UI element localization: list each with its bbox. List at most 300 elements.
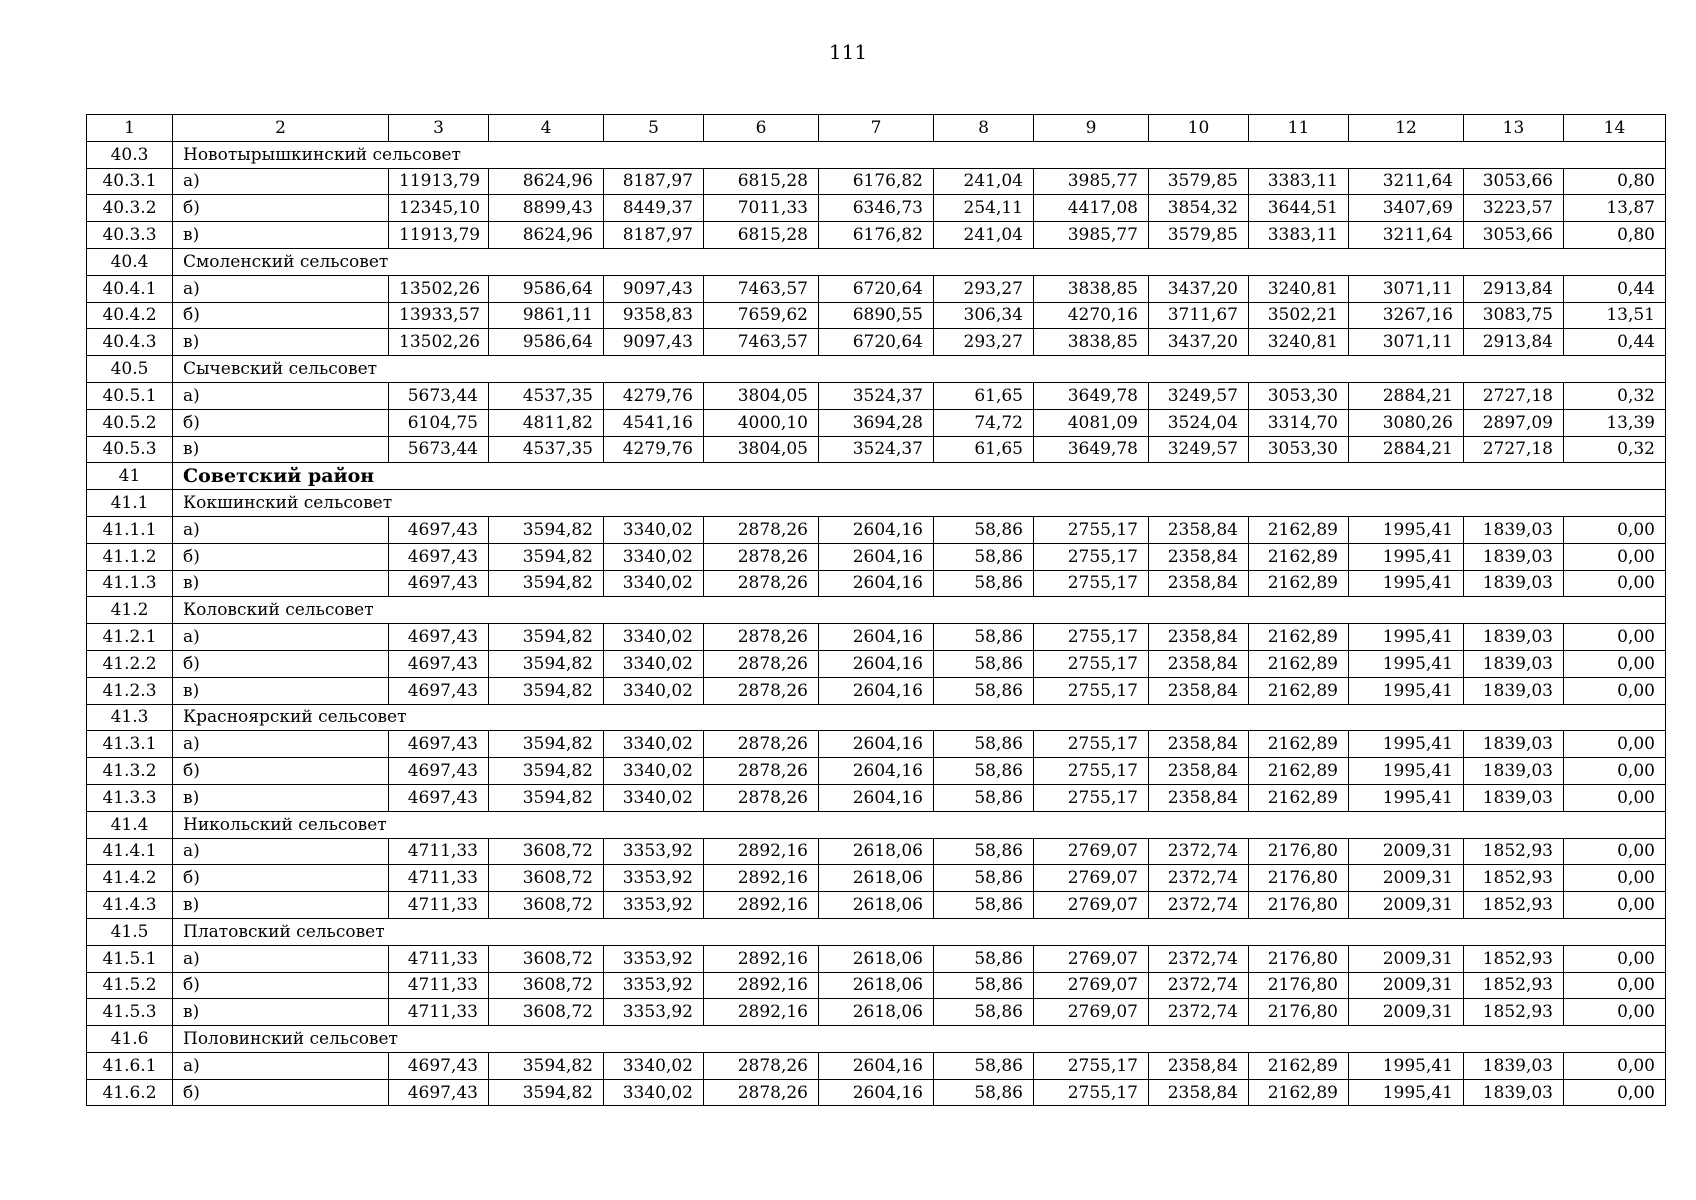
table-row (87, 436, 1666, 463)
column-header: 4 (489, 115, 604, 142)
section-row (87, 248, 1666, 275)
row-code: 41.5.2 (87, 972, 173, 999)
value-cell: 2358,84 (1149, 543, 1249, 570)
section-row (87, 141, 1666, 168)
value-cell: 3594,82 (489, 516, 604, 543)
value-cell: 3314,70 (1249, 409, 1349, 436)
value-cell: 3594,82 (489, 1079, 604, 1106)
value-cell: 2878,26 (704, 758, 819, 785)
value-cell: 4711,33 (389, 865, 489, 892)
value-cell: 1995,41 (1349, 1079, 1464, 1106)
value-cell: 2892,16 (704, 972, 819, 999)
value-cell: 6346,73 (819, 195, 934, 222)
value-cell: 3649,78 (1034, 436, 1149, 463)
value-cell: 2162,89 (1249, 1079, 1349, 1106)
value-cell: 2878,26 (704, 570, 819, 597)
value-cell: 2755,17 (1034, 543, 1149, 570)
value-cell: 3594,82 (489, 624, 604, 651)
table-row (87, 222, 1666, 249)
value-cell: 2755,17 (1034, 784, 1149, 811)
value-cell: 2878,26 (704, 543, 819, 570)
value-cell: 3080,26 (1349, 409, 1464, 436)
section-name: Новотырышкинский сельсовет (173, 141, 1666, 168)
value-cell: 3340,02 (604, 784, 704, 811)
value-cell: 4270,16 (1034, 302, 1149, 329)
value-cell: 2884,21 (1349, 436, 1464, 463)
table-row (87, 865, 1666, 892)
value-cell: 2162,89 (1249, 516, 1349, 543)
value-cell: 2913,84 (1464, 275, 1564, 302)
row-label: б) (173, 409, 389, 436)
row-label: б) (173, 972, 389, 999)
value-cell: 2878,26 (704, 784, 819, 811)
value-cell: 4537,35 (489, 436, 604, 463)
row-code: 41.1.3 (87, 570, 173, 597)
value-cell: 58,86 (934, 570, 1034, 597)
value-cell: 2176,80 (1249, 892, 1349, 919)
value-cell: 4711,33 (389, 838, 489, 865)
section-code: 40.5 (87, 356, 173, 383)
value-cell: 2769,07 (1034, 865, 1149, 892)
row-label: в) (173, 784, 389, 811)
value-cell: 1839,03 (1464, 650, 1564, 677)
value-cell: 3524,04 (1149, 409, 1249, 436)
value-cell: 2878,26 (704, 677, 819, 704)
value-cell: 3053,66 (1464, 168, 1564, 195)
row-code: 40.5.2 (87, 409, 173, 436)
value-cell: 2618,06 (819, 999, 934, 1026)
value-cell: 1852,93 (1464, 945, 1564, 972)
value-cell: 2755,17 (1034, 1079, 1149, 1106)
value-cell: 2892,16 (704, 945, 819, 972)
value-cell: 2009,31 (1349, 892, 1464, 919)
row-label: в) (173, 999, 389, 1026)
value-cell: 3340,02 (604, 624, 704, 651)
value-cell: 2604,16 (819, 677, 934, 704)
value-cell: 4417,08 (1034, 195, 1149, 222)
value-cell: 241,04 (934, 222, 1034, 249)
value-cell: 0,00 (1564, 945, 1666, 972)
table-row (87, 731, 1666, 758)
column-header: 8 (934, 115, 1034, 142)
value-cell: 0,00 (1564, 784, 1666, 811)
value-cell: 3353,92 (604, 945, 704, 972)
value-cell: 3594,82 (489, 677, 604, 704)
value-cell: 0,00 (1564, 650, 1666, 677)
value-cell: 1995,41 (1349, 570, 1464, 597)
table-row (87, 999, 1666, 1026)
value-cell: 2176,80 (1249, 865, 1349, 892)
value-cell: 3249,57 (1149, 382, 1249, 409)
value-cell: 1995,41 (1349, 650, 1464, 677)
value-cell: 12345,10 (389, 195, 489, 222)
value-cell: 2604,16 (819, 758, 934, 785)
value-cell: 6720,64 (819, 275, 934, 302)
row-code: 41.3.1 (87, 731, 173, 758)
value-cell: 4711,33 (389, 945, 489, 972)
value-cell: 13,87 (1564, 195, 1666, 222)
value-cell: 9586,64 (489, 329, 604, 356)
value-cell: 1839,03 (1464, 516, 1564, 543)
value-cell: 2372,74 (1149, 999, 1249, 1026)
value-cell: 0,80 (1564, 222, 1666, 249)
row-code: 41.4.3 (87, 892, 173, 919)
section-row (87, 811, 1666, 838)
row-code: 40.4.2 (87, 302, 173, 329)
value-cell: 4697,43 (389, 624, 489, 651)
value-cell: 3249,57 (1149, 436, 1249, 463)
row-label: а) (173, 516, 389, 543)
value-cell: 2755,17 (1034, 516, 1149, 543)
value-cell: 1852,93 (1464, 865, 1564, 892)
value-cell: 2176,80 (1249, 945, 1349, 972)
row-code: 41.4.2 (87, 865, 173, 892)
row-label: а) (173, 382, 389, 409)
value-cell: 0,00 (1564, 892, 1666, 919)
value-cell: 0,00 (1564, 758, 1666, 785)
section-code: 41.3 (87, 704, 173, 731)
value-cell: 2769,07 (1034, 999, 1149, 1026)
table-row (87, 838, 1666, 865)
row-label: б) (173, 1079, 389, 1106)
value-cell: 0,44 (1564, 275, 1666, 302)
value-cell: 3608,72 (489, 999, 604, 1026)
value-cell: 2009,31 (1349, 972, 1464, 999)
value-cell: 2618,06 (819, 945, 934, 972)
value-cell: 2009,31 (1349, 945, 1464, 972)
table-row (87, 329, 1666, 356)
column-header: 2 (173, 115, 389, 142)
row-code: 41.5.1 (87, 945, 173, 972)
row-code: 41.2.1 (87, 624, 173, 651)
column-header: 3 (389, 115, 489, 142)
value-cell: 2604,16 (819, 543, 934, 570)
value-cell: 2878,26 (704, 650, 819, 677)
column-header: 10 (1149, 115, 1249, 142)
column-header: 14 (1564, 115, 1666, 142)
value-cell: 3053,30 (1249, 436, 1349, 463)
value-cell: 3340,02 (604, 570, 704, 597)
value-cell: 8899,43 (489, 195, 604, 222)
value-cell: 293,27 (934, 275, 1034, 302)
value-cell: 2755,17 (1034, 570, 1149, 597)
value-cell: 1839,03 (1464, 570, 1564, 597)
value-cell: 3240,81 (1249, 275, 1349, 302)
value-cell: 241,04 (934, 168, 1034, 195)
value-cell: 8187,97 (604, 222, 704, 249)
value-cell: 1852,93 (1464, 972, 1564, 999)
value-cell: 2009,31 (1349, 865, 1464, 892)
row-label: а) (173, 275, 389, 302)
section-code: 41.4 (87, 811, 173, 838)
value-cell: 4811,82 (489, 409, 604, 436)
value-cell: 58,86 (934, 892, 1034, 919)
value-cell: 3071,11 (1349, 275, 1464, 302)
value-cell: 2892,16 (704, 838, 819, 865)
table-row (87, 677, 1666, 704)
table-row (87, 302, 1666, 329)
value-cell: 3502,21 (1249, 302, 1349, 329)
value-cell: 2604,16 (819, 1052, 934, 1079)
value-cell: 7659,62 (704, 302, 819, 329)
value-cell: 4697,43 (389, 784, 489, 811)
value-cell: 2162,89 (1249, 731, 1349, 758)
value-cell: 2878,26 (704, 624, 819, 651)
value-cell: 2755,17 (1034, 624, 1149, 651)
value-cell: 0,00 (1564, 543, 1666, 570)
value-cell: 58,86 (934, 1079, 1034, 1106)
section-name: Советский район (173, 463, 1666, 490)
value-cell: 2009,31 (1349, 838, 1464, 865)
value-cell: 2878,26 (704, 1079, 819, 1106)
value-cell: 3340,02 (604, 516, 704, 543)
value-cell: 6815,28 (704, 168, 819, 195)
table-row (87, 409, 1666, 436)
value-cell: 3353,92 (604, 972, 704, 999)
row-label: в) (173, 329, 389, 356)
value-cell: 3644,51 (1249, 195, 1349, 222)
value-cell: 3437,20 (1149, 329, 1249, 356)
value-cell: 4279,76 (604, 382, 704, 409)
value-cell: 2358,84 (1149, 677, 1249, 704)
value-cell: 58,86 (934, 677, 1034, 704)
table-row (87, 972, 1666, 999)
column-header-row (87, 115, 1666, 142)
section-code: 41.6 (87, 1026, 173, 1053)
value-cell: 3340,02 (604, 731, 704, 758)
value-cell: 4697,43 (389, 1052, 489, 1079)
value-cell: 2162,89 (1249, 570, 1349, 597)
value-cell: 58,86 (934, 516, 1034, 543)
value-cell: 3594,82 (489, 650, 604, 677)
value-cell: 6720,64 (819, 329, 934, 356)
value-cell: 2769,07 (1034, 892, 1149, 919)
table-body (87, 115, 1666, 1106)
row-code: 40.4.3 (87, 329, 173, 356)
value-cell: 3353,92 (604, 865, 704, 892)
value-cell: 2618,06 (819, 865, 934, 892)
value-cell: 1839,03 (1464, 543, 1564, 570)
value-cell: 4000,10 (704, 409, 819, 436)
value-cell: 3694,28 (819, 409, 934, 436)
value-cell: 2769,07 (1034, 838, 1149, 865)
value-cell: 3267,16 (1349, 302, 1464, 329)
value-cell: 3340,02 (604, 650, 704, 677)
value-cell: 2755,17 (1034, 758, 1149, 785)
table-row (87, 570, 1666, 597)
value-cell: 2372,74 (1149, 972, 1249, 999)
value-cell: 1995,41 (1349, 1052, 1464, 1079)
value-cell: 3053,30 (1249, 382, 1349, 409)
value-cell: 0,00 (1564, 570, 1666, 597)
row-label: б) (173, 195, 389, 222)
value-cell: 2162,89 (1249, 624, 1349, 651)
value-cell: 3985,77 (1034, 168, 1149, 195)
value-cell: 7011,33 (704, 195, 819, 222)
value-cell: 3353,92 (604, 892, 704, 919)
row-code: 40.3.3 (87, 222, 173, 249)
value-cell: 2769,07 (1034, 972, 1149, 999)
row-code: 40.3.2 (87, 195, 173, 222)
value-cell: 2604,16 (819, 1079, 934, 1106)
value-cell: 9097,43 (604, 329, 704, 356)
row-code: 41.3.3 (87, 784, 173, 811)
value-cell: 58,86 (934, 650, 1034, 677)
value-cell: 2162,89 (1249, 650, 1349, 677)
value-cell: 2727,18 (1464, 436, 1564, 463)
value-cell: 1995,41 (1349, 784, 1464, 811)
value-cell: 6104,75 (389, 409, 489, 436)
section-name: Смоленский сельсовет (173, 248, 1666, 275)
value-cell: 8624,96 (489, 168, 604, 195)
section-row (87, 356, 1666, 383)
table-row (87, 195, 1666, 222)
value-cell: 2176,80 (1249, 999, 1349, 1026)
value-cell: 0,00 (1564, 838, 1666, 865)
section-code: 41 (87, 463, 173, 490)
column-header: 12 (1349, 115, 1464, 142)
row-label: а) (173, 1052, 389, 1079)
row-label: б) (173, 865, 389, 892)
row-label: в) (173, 892, 389, 919)
value-cell: 3053,66 (1464, 222, 1564, 249)
value-cell: 3223,57 (1464, 195, 1564, 222)
value-cell: 4697,43 (389, 731, 489, 758)
value-cell: 3854,32 (1149, 195, 1249, 222)
value-cell: 3985,77 (1034, 222, 1149, 249)
column-header: 13 (1464, 115, 1564, 142)
value-cell: 2358,84 (1149, 624, 1249, 651)
value-cell: 4537,35 (489, 382, 604, 409)
value-cell: 58,86 (934, 731, 1034, 758)
value-cell: 3594,82 (489, 570, 604, 597)
value-cell: 3594,82 (489, 784, 604, 811)
row-code: 41.6.1 (87, 1052, 173, 1079)
table-row (87, 624, 1666, 651)
table-row (87, 650, 1666, 677)
table-row (87, 758, 1666, 785)
value-cell: 7463,57 (704, 329, 819, 356)
row-label: в) (173, 570, 389, 597)
value-cell: 2604,16 (819, 570, 934, 597)
value-cell: 9097,43 (604, 275, 704, 302)
value-cell: 58,86 (934, 999, 1034, 1026)
value-cell: 0,00 (1564, 677, 1666, 704)
value-cell: 2358,84 (1149, 650, 1249, 677)
value-cell: 0,44 (1564, 329, 1666, 356)
value-cell: 2358,84 (1149, 1052, 1249, 1079)
value-cell: 58,86 (934, 624, 1034, 651)
table-row (87, 516, 1666, 543)
value-cell: 13,39 (1564, 409, 1666, 436)
value-cell: 1995,41 (1349, 624, 1464, 651)
value-cell: 293,27 (934, 329, 1034, 356)
table-row (87, 892, 1666, 919)
value-cell: 13502,26 (389, 329, 489, 356)
value-cell: 1839,03 (1464, 758, 1564, 785)
value-cell: 61,65 (934, 436, 1034, 463)
value-cell: 3340,02 (604, 1079, 704, 1106)
value-cell: 3594,82 (489, 543, 604, 570)
value-cell: 58,86 (934, 784, 1034, 811)
value-cell: 0,00 (1564, 1052, 1666, 1079)
row-code: 40.5.3 (87, 436, 173, 463)
value-cell: 0,00 (1564, 999, 1666, 1026)
value-cell: 58,86 (934, 838, 1034, 865)
value-cell: 3383,11 (1249, 222, 1349, 249)
value-cell: 0,32 (1564, 436, 1666, 463)
value-cell: 3340,02 (604, 1052, 704, 1079)
value-cell: 0,00 (1564, 624, 1666, 651)
section-row (87, 1026, 1666, 1053)
row-label: в) (173, 677, 389, 704)
value-cell: 2162,89 (1249, 677, 1349, 704)
value-cell: 2176,80 (1249, 838, 1349, 865)
value-cell: 1839,03 (1464, 1079, 1564, 1106)
value-cell: 2358,84 (1149, 731, 1249, 758)
value-cell: 61,65 (934, 382, 1034, 409)
value-cell: 0,00 (1564, 972, 1666, 999)
value-cell: 4279,76 (604, 436, 704, 463)
value-cell: 3804,05 (704, 436, 819, 463)
value-cell: 3083,75 (1464, 302, 1564, 329)
value-cell: 0,00 (1564, 865, 1666, 892)
value-cell: 3353,92 (604, 999, 704, 1026)
value-cell: 8624,96 (489, 222, 604, 249)
value-cell: 2162,89 (1249, 784, 1349, 811)
value-cell: 9358,83 (604, 302, 704, 329)
value-cell: 58,86 (934, 972, 1034, 999)
section-code: 40.4 (87, 248, 173, 275)
section-row (87, 490, 1666, 517)
row-code: 41.2.2 (87, 650, 173, 677)
value-cell: 1995,41 (1349, 677, 1464, 704)
value-cell: 0,32 (1564, 382, 1666, 409)
value-cell: 3838,85 (1034, 329, 1149, 356)
value-cell: 4697,43 (389, 570, 489, 597)
row-label: б) (173, 650, 389, 677)
row-label: а) (173, 945, 389, 972)
row-label: б) (173, 302, 389, 329)
section-row (87, 704, 1666, 731)
column-header: 11 (1249, 115, 1349, 142)
value-cell: 3071,11 (1349, 329, 1464, 356)
value-cell: 4711,33 (389, 972, 489, 999)
value-cell: 2358,84 (1149, 516, 1249, 543)
value-cell: 2727,18 (1464, 382, 1564, 409)
value-cell: 2892,16 (704, 892, 819, 919)
table-row (87, 945, 1666, 972)
table-row (87, 543, 1666, 570)
value-cell: 4697,43 (389, 516, 489, 543)
value-cell: 2618,06 (819, 972, 934, 999)
value-cell: 3383,11 (1249, 168, 1349, 195)
column-header: 7 (819, 115, 934, 142)
value-cell: 3579,85 (1149, 168, 1249, 195)
value-cell: 6176,82 (819, 222, 934, 249)
value-cell: 3608,72 (489, 945, 604, 972)
value-cell: 254,11 (934, 195, 1034, 222)
value-cell: 2162,89 (1249, 1052, 1349, 1079)
value-cell: 1852,93 (1464, 892, 1564, 919)
row-code: 40.4.1 (87, 275, 173, 302)
table-row (87, 1079, 1666, 1106)
value-cell: 3579,85 (1149, 222, 1249, 249)
table-row (87, 382, 1666, 409)
value-cell: 1852,93 (1464, 838, 1564, 865)
value-cell: 2372,74 (1149, 945, 1249, 972)
value-cell: 6890,55 (819, 302, 934, 329)
